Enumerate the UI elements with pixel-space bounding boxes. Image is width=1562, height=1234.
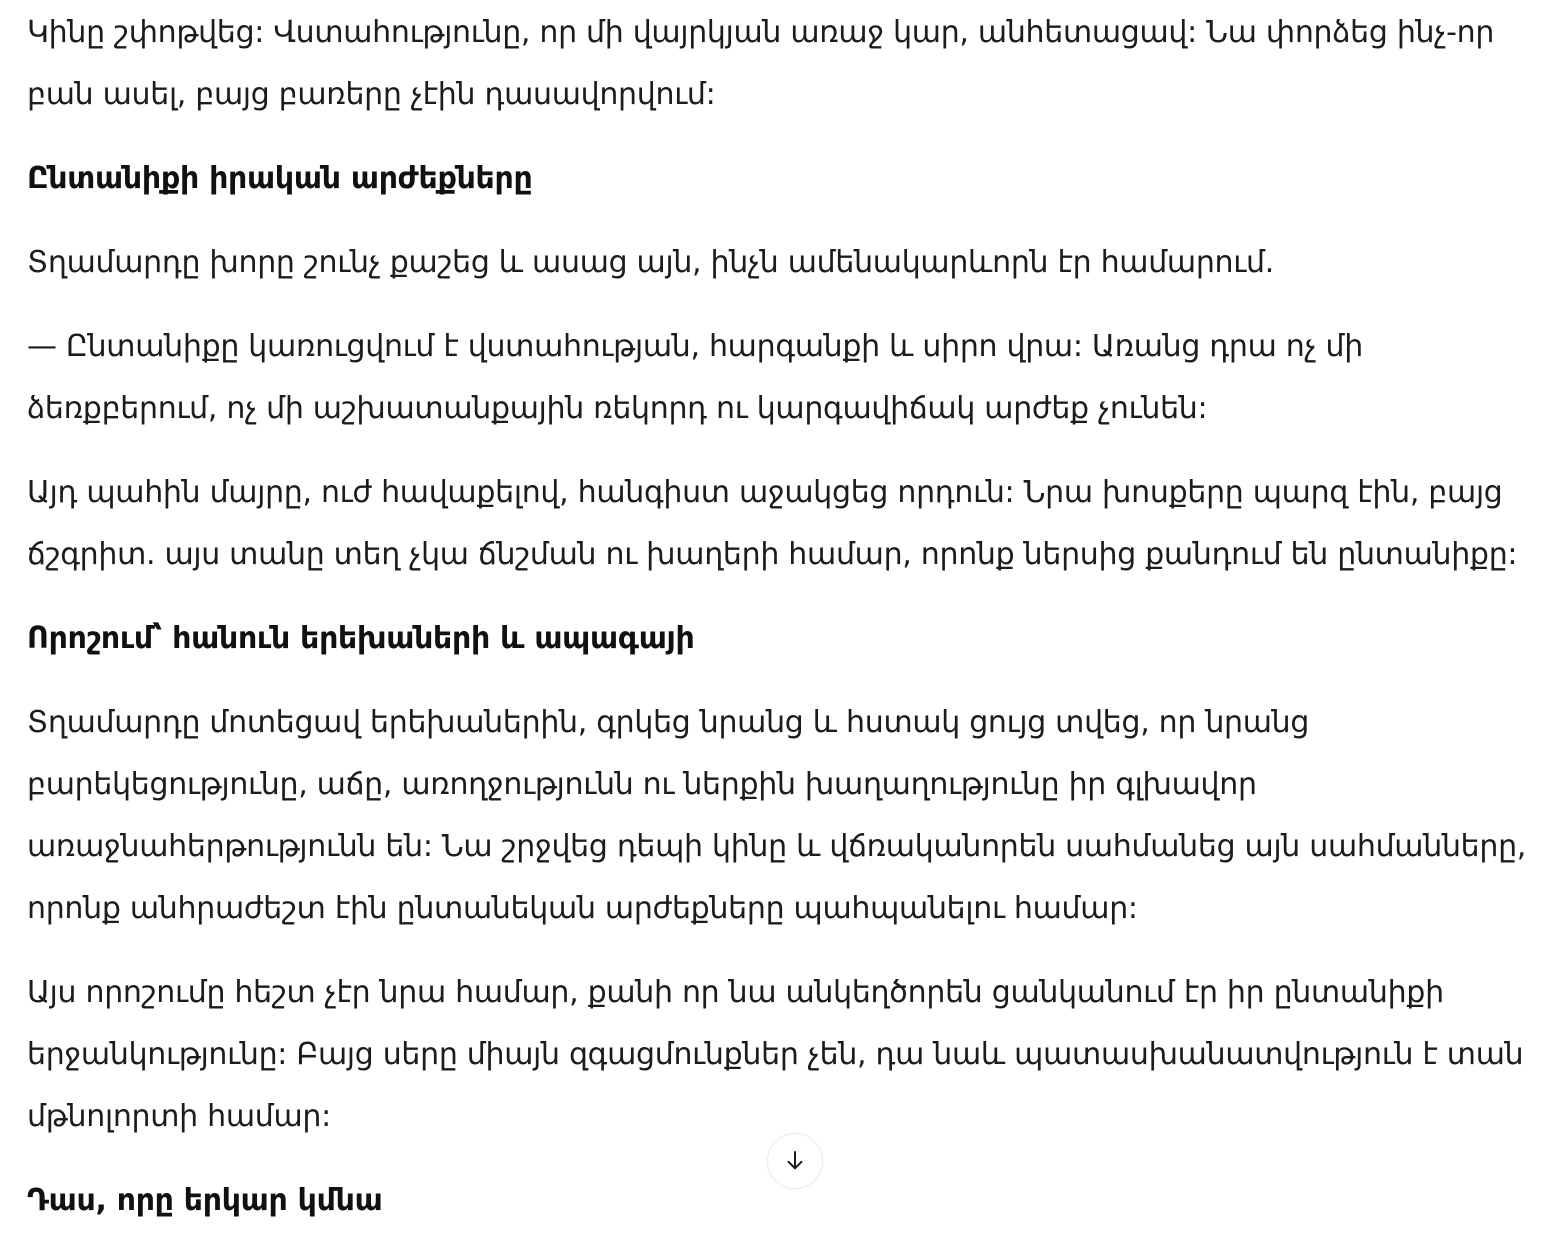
article-paragraph: — Ընտանիքը կառուցվում է վստահության, հարգանքի և սիրո վրա: Առանց դրա ոչ մի ձեռքբերում, ոչ մի աշխատանքային ռեկորդ ու կարգավիճակ արժեք չունեն: (27, 329, 1363, 426)
section-heading-decision: Որոշում՝ հանուն երեխաների և ապագայի (27, 621, 695, 656)
article-paragraph: Այս որոշումը հեշտ չէր նրա համար, քանի որ նա անկեղծորեն ցանկանում էր իր ընտանիքի երջանկությունը: Բայց սերը միայն զգացմունքներ չեն, դա նաև պատասխանատվություն է տան մթնոլորտի համար: (27, 975, 1524, 1134)
article-paragraph: Տղամարդը խորը շունչ քաշեց և ասաց այն, ինչն ամենակարևորն էր համարում. (27, 245, 1274, 280)
section-heading-family-values: Ընտանիքի իրական արժեքները (27, 161, 533, 196)
section-heading-lesson: Դաս, որը երկար կմնա (27, 1183, 383, 1218)
article-paragraph: Կինը շփոթվեց: Վստահությունը, որ մի վայրկյան առաջ կար, անհետացավ: Նա փորձեց ինչ-որ բան ասել, բայց բառերը չէին դասավորվում: (27, 15, 1495, 112)
down-arrow-icon (781, 1147, 809, 1175)
article-paragraph: Այդ պահին մայրը, ուժ հավաքելով, հանգիստ աջակցեց որդուն: Նրա խոսքերը պարզ էին, բայց ճշգրիտ. այս տանը տեղ չկա ճնշման ու խաղերի համար, որոնք ներսից քանդում են ընտանիքը: (27, 475, 1518, 572)
scroll-down-button[interactable] (767, 1133, 823, 1189)
article-paragraph: Տղամարդը մոտեցավ երեխաներին, գրկեց նրանց և հստակ ցույց տվեց, որ նրանց բարեկեցությունը, աճը, առողջությունն ու ներքին խաղաղությունը իր գլխավոր առաջնահերթությունն են: Նա շրջվեց դեպի կինը և վճռականորեն սահմանեց այն սահմանները, որոնք անհրաժեշտ էին ընտանեկան արժեքները պահպանելու համար: (27, 705, 1527, 926)
